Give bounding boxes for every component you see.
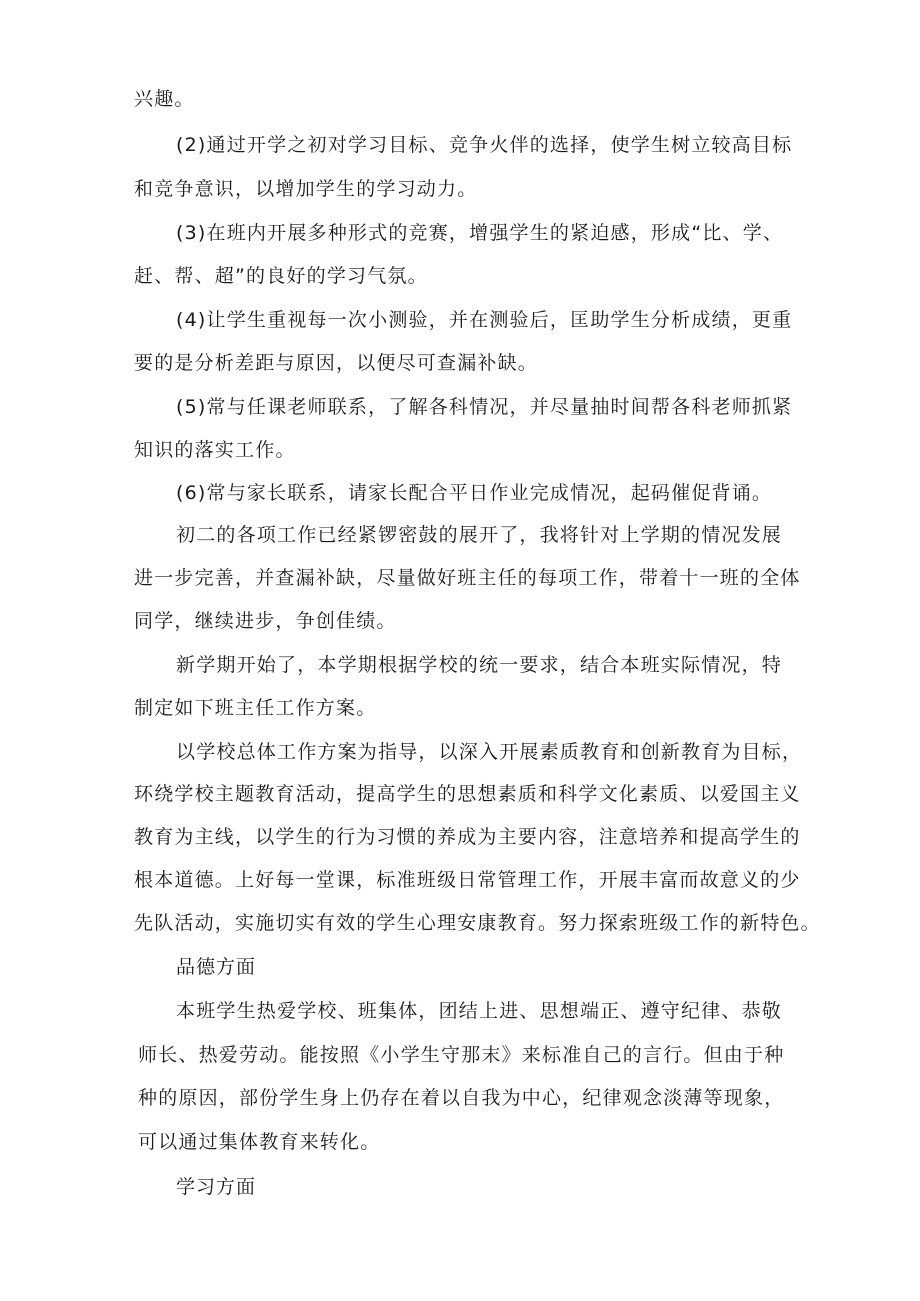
- paragraph-1-line-3: 同学，继续进步，争创佳绩。: [134, 610, 397, 632]
- section-heading-moral: 品德方面: [176, 956, 257, 978]
- list-item-3-line-2: 赶、帮、超”的良好的学习气氛。: [134, 265, 428, 287]
- paragraph-4-line-2: 师长、热爱劳动。能按照《小学生守那末》来标准自己的言行。但由于种: [138, 1044, 785, 1066]
- paragraph-4-line-4: 可以通过集体教育来转化。: [138, 1131, 381, 1153]
- paragraph-3-line-2: 环绕学校主题教育活动，提高学生的思想素质和科学文化素质、以爱国主义: [134, 783, 801, 805]
- paragraph-1-line-1: 初二的各项工作已经紧锣密鼓的展开了，我将针对上学期的情况发展: [176, 524, 783, 546]
- paragraph-3-line-4: 根本道德。上好每一堂课，标准班级日常管理工作，开展丰富而故意义的少: [134, 869, 801, 891]
- list-item-4-line-1: (4)让学生重视每一次小测验，并在测验后，匡助学生分析成绩，更重: [176, 309, 793, 331]
- paragraph-4-line-1: 本班学生热爱学校、班集体，团结上进、思想端正、遵守纪律、恭敬: [176, 1000, 783, 1022]
- text-line: 兴趣。: [134, 88, 195, 110]
- list-item-2-line-1: (2)通过开学之初对学习目标、竞争火伴的选择，使学生树立较高目标: [176, 134, 793, 156]
- paragraph-2-line-1: 新学期开始了，本学期根据学校的统一要求，结合本班实际情况，特: [176, 654, 783, 676]
- section-heading-study: 学习方面: [176, 1176, 257, 1198]
- list-item-6-line-1: (6)常与家长联系，请家长配合平日作业完成情况，起码催促背诵。: [176, 482, 773, 504]
- paragraph-3-line-3: 教育为主线，以学生的行为习惯的养成为主要内容，注意培养和提高学生的: [134, 826, 801, 848]
- paragraph-1-line-2: 进一步完善，并查漏补缺，尽量做好班主任的每项工作，带着十一班的全体: [134, 567, 801, 589]
- paragraph-2-line-2: 制定如下班主任工作方案。: [134, 697, 377, 719]
- paragraph-3-line-1: 以学校总体工作方案为指导，以深入开展素质教育和创新教育为目标，: [176, 741, 803, 763]
- list-item-5-line-1: (5)常与任课老师联系，了解各科情况，并尽量抽时间帮各科老师抓紧: [176, 396, 793, 418]
- paragraph-3-line-5: 先队活动，实施切实有效的学生心理安康教育。努力探索班级工作的新特色。: [134, 912, 821, 934]
- list-item-3-line-1: (3)在班内开展多种形式的竞赛，增强学生的紧迫感，形成“比、学、: [176, 222, 784, 244]
- paragraph-4-line-3: 种的原因，部份学生身上仍存在着以自我为中心，纪律观念淡薄等现象，: [138, 1087, 785, 1109]
- list-item-4-line-2: 要的是分析差距与原因，以便尽可查漏补缺。: [134, 352, 539, 374]
- list-item-5-line-2: 知识的落实工作。: [134, 439, 296, 461]
- list-item-2-line-2: 和竞争意识，以增加学生的学习动力。: [134, 178, 478, 200]
